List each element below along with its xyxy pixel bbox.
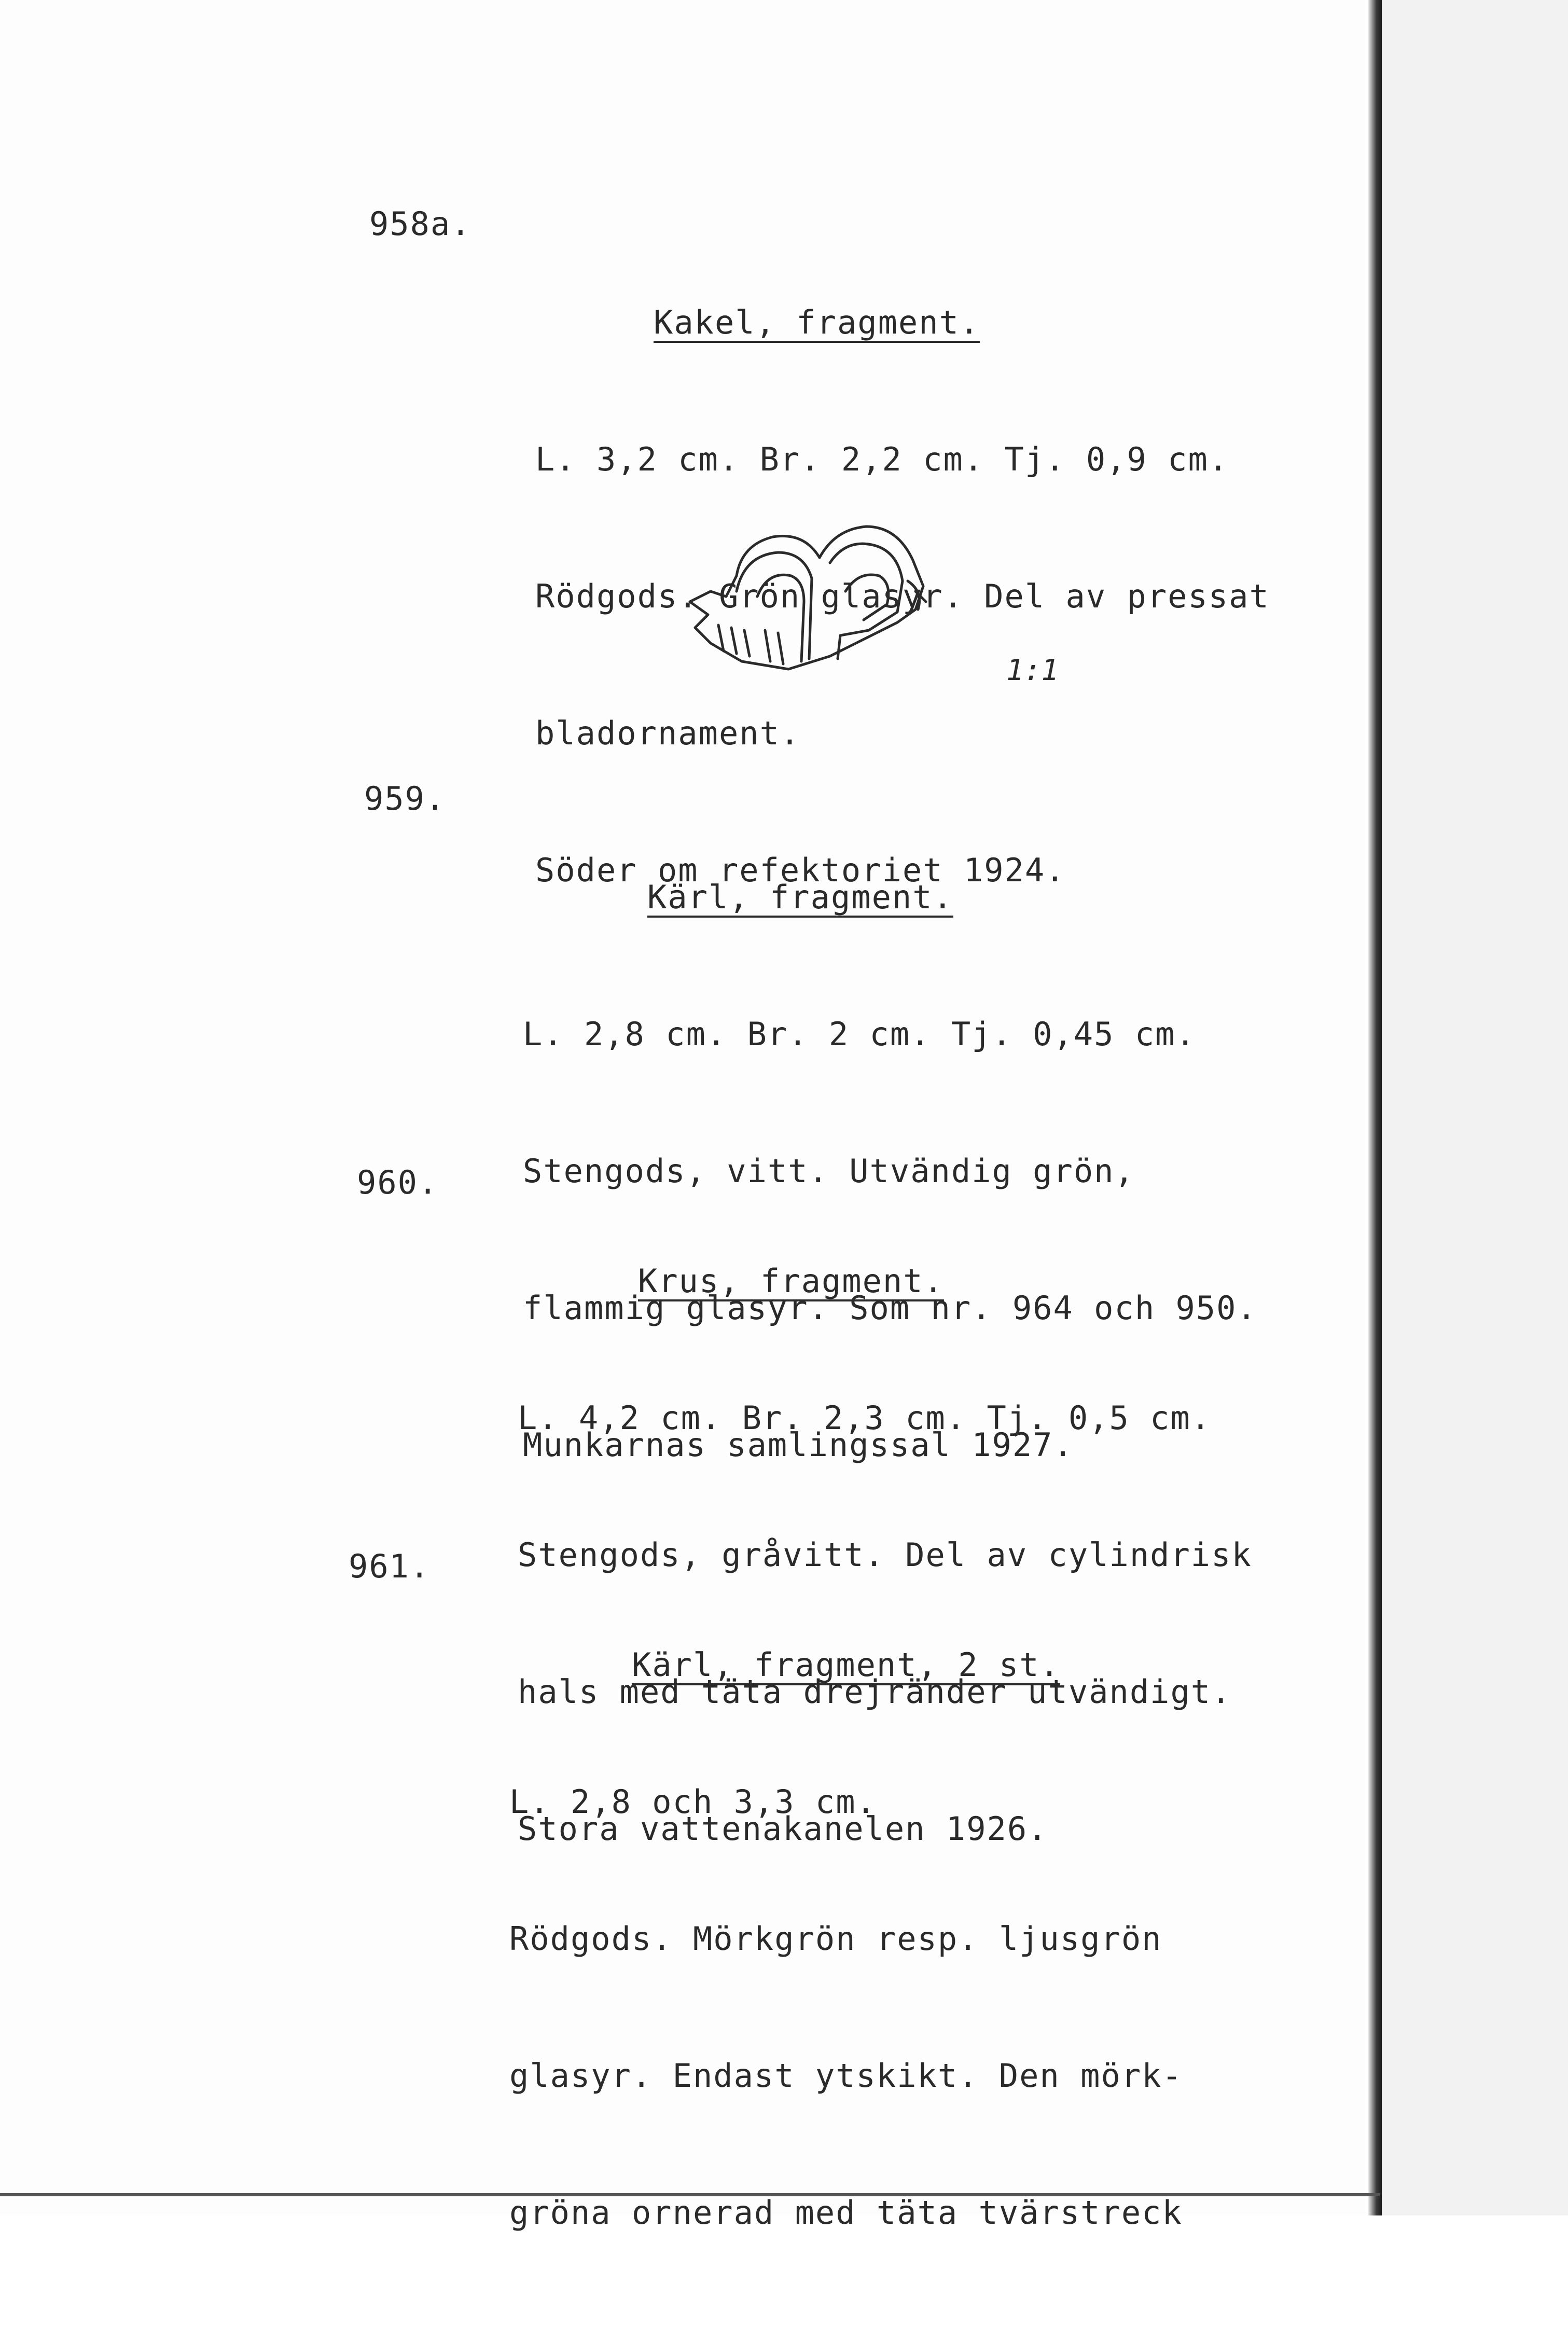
entry-line: L. 4,2 cm. Br. 2,3 cm. Tj. 0,5 cm. bbox=[518, 1399, 1212, 1437]
entry-number-960: 960. bbox=[357, 1164, 439, 1201]
sketch-scale-label: 1:1 bbox=[1006, 654, 1059, 687]
entry-line: bladornament. bbox=[535, 714, 801, 752]
entry-line: hals med täta drejränder utvändigt. bbox=[518, 1673, 1232, 1711]
page-binding-edge bbox=[1368, 0, 1382, 2215]
entry-title: Kärl, fragment. bbox=[647, 878, 953, 916]
tile-fragment-drawing-icon bbox=[679, 514, 949, 700]
entry-number-961: 961. bbox=[349, 1547, 431, 1585]
entry-line: L. 3,2 cm. Br. 2,2 cm. Tj. 0,9 cm. bbox=[535, 440, 1229, 478]
entry-line: Stengods, gråvitt. Del av cylindrisk bbox=[518, 1536, 1252, 1574]
entry-961 bbox=[509, 1551, 1183, 2327]
entry-line: gröna ornerad med täta tvärstreck bbox=[509, 2194, 1183, 2232]
entry-line: Stora vattenakanelen 1926. bbox=[518, 1810, 1048, 1848]
entry-line: Söder om refektoriet 1924. bbox=[535, 851, 1066, 889]
entry-line: L. 2,8 och 3,3 cm. bbox=[509, 1783, 877, 1821]
entry-line: L. 2,8 cm. Br. 2 cm. Tj. 0,45 cm. bbox=[523, 1015, 1196, 1053]
entry-line: Munkarnas samlingssal 1927. bbox=[523, 1426, 1074, 1464]
entry-line: glasyr. Endast ytskikt. Den mörk- bbox=[509, 2057, 1183, 2095]
adjacent-page-area bbox=[1382, 0, 1568, 2215]
entry-line: Stengods, vitt. Utvändig grön, bbox=[523, 1152, 1135, 1190]
entry-title: Krus, fragment. bbox=[638, 1262, 944, 1300]
entry-line: Rödgods. Grön glasyr. Del av pressat bbox=[535, 577, 1270, 615]
entry-number-958a: 958a. bbox=[369, 205, 471, 243]
entry-title: Kakel, fragment. bbox=[654, 303, 980, 341]
entry-title: Kärl, fragment, 2 st. bbox=[632, 1646, 1060, 1684]
entry-line: Rödgods. Mörkgrön resp. ljusgrön bbox=[509, 1920, 1162, 1958]
entry-line: flammig glasyr. Som nr. 964 och 950. bbox=[523, 1289, 1257, 1327]
entry-number-959: 959. bbox=[364, 780, 446, 818]
